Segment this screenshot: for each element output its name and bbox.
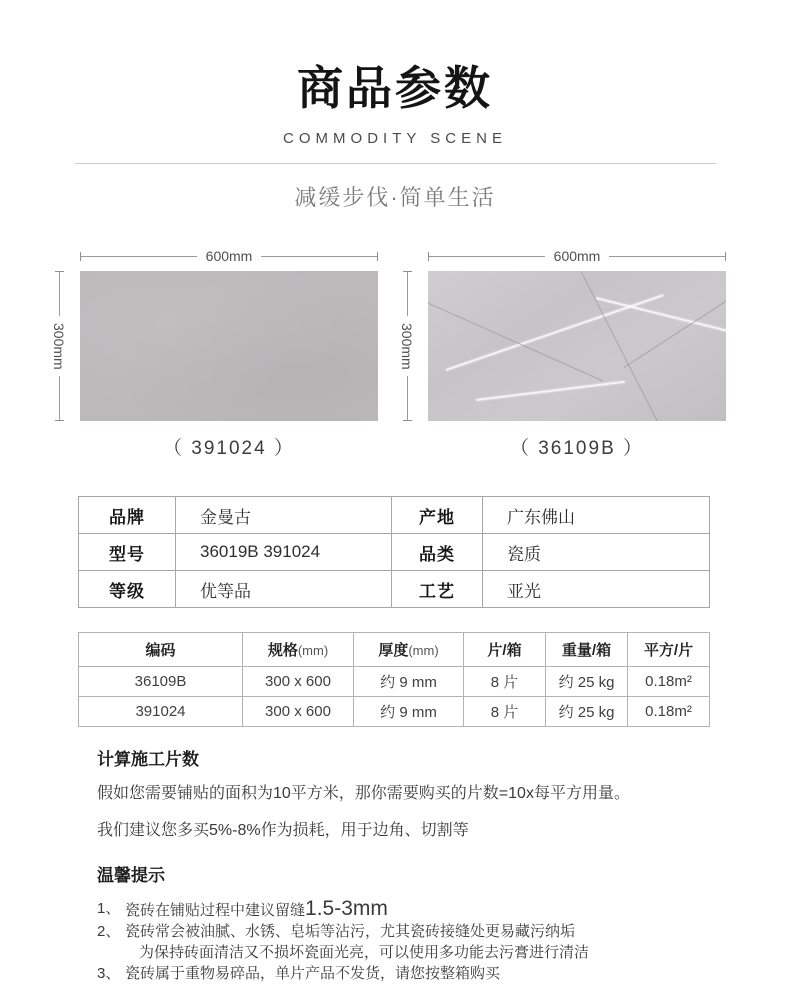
spec-header-pieces-per-box — [464, 633, 546, 667]
height-dimension-label: 300mm — [51, 322, 67, 370]
spec-cell: 391024 — [79, 697, 243, 727]
table-row — [79, 697, 710, 727]
dimension-line — [81, 256, 197, 257]
dimension-tick — [725, 252, 726, 261]
marble-vein — [578, 271, 658, 421]
tip-text-line2: 为保持砖面清洁又不损坏瓷面光亮，可以使用多功能去污膏进行清洁 — [139, 944, 590, 961]
header-text: 规格 — [267, 642, 298, 659]
info-label-model: 型号 — [79, 534, 176, 571]
dimension-tick — [55, 420, 64, 421]
tip-text-normal: 瓷砖在铺贴过程中建议留缝 — [125, 902, 306, 919]
spec-header-thickness — [354, 633, 464, 667]
spec-cell: 300 x 600 — [243, 697, 354, 727]
header-text: 厚度 — [378, 642, 409, 659]
header-unit: (mm) — [408, 643, 439, 658]
page-title: 商品参数 — [297, 62, 493, 114]
info-label-brand: 品牌 — [79, 497, 176, 534]
dimension-line — [261, 256, 377, 257]
list-item — [97, 963, 730, 984]
table-row — [79, 571, 710, 608]
spec-header-size — [243, 633, 354, 667]
dimension-line — [609, 256, 725, 257]
page-header — [0, 0, 790, 212]
info-value-grade: 优等品 — [176, 571, 392, 608]
tip-number: 1、 — [97, 900, 121, 917]
spec-cell: 约 9 mm — [354, 697, 464, 727]
width-dimension-line — [428, 249, 726, 263]
spec-cell: 0.18m² — [628, 697, 710, 727]
dimension-line — [407, 376, 408, 420]
tile-image-plain — [80, 271, 378, 421]
table-row — [79, 534, 710, 571]
tile-caption: （ 391024 ） — [163, 438, 295, 459]
header-text: 平方/片 — [643, 642, 694, 659]
spec-cell: 300 x 600 — [243, 667, 354, 697]
calc-line-1: 假如您需要铺贴的面积为10平方米，那你需要购买的片数=10x每平方用量。 — [97, 785, 630, 802]
header-text: 重量/箱 — [561, 642, 612, 659]
tip-number: 3、 — [97, 965, 121, 982]
info-value-craft: 亚光 — [483, 571, 710, 608]
tile-caption: （ 36109B ） — [509, 438, 645, 459]
tile-figure-36109B — [399, 249, 726, 464]
tile-figure-391024 — [51, 249, 378, 464]
tip-text-line1: 瓷砖常会被油腻、水锈、皂垢等沾污，尤其瓷砖接缝处更易藏污纳垢 — [125, 923, 576, 940]
info-value-brand: 金曼古 — [176, 497, 392, 534]
info-label-category: 品类 — [392, 534, 483, 571]
tip-text — [125, 921, 589, 963]
spec-cell: 8 片 — [464, 667, 546, 697]
table-row — [79, 497, 710, 534]
tip-number: 2、 — [97, 923, 121, 940]
spec-cell: 约 25 kg — [546, 697, 628, 727]
info-label-origin: 产地 — [392, 497, 483, 534]
tips-section-heading: 温馨提示 — [97, 866, 165, 885]
spec-cell: 8 片 — [464, 697, 546, 727]
tile-image-marble — [428, 271, 726, 421]
height-dimension-label: 300mm — [399, 322, 415, 370]
spec-header-area-per-piece — [628, 633, 710, 667]
info-label-craft: 工艺 — [392, 571, 483, 608]
tips-list — [97, 898, 730, 984]
table-row — [79, 667, 710, 697]
info-value-model: 36019B 391024 — [176, 534, 392, 571]
dimension-tick — [403, 420, 412, 421]
width-dimension-line — [80, 249, 378, 263]
tips-section — [0, 864, 790, 984]
tip-text: 瓷砖属于重物易碎品，单片产品不发货，请您按整箱购买 — [125, 965, 501, 982]
width-dimension-label: 600mm — [553, 248, 601, 264]
header-unit: (mm) — [297, 643, 329, 658]
tip-text-highlight: 1.5-3mm — [305, 897, 388, 920]
spec-cell: 36109B — [79, 667, 243, 697]
spec-header-code — [79, 633, 243, 667]
height-dimension-line — [399, 271, 415, 421]
dimension-line — [407, 272, 408, 316]
header-text: 编码 — [145, 642, 176, 659]
calc-line-2: 我们建议您多买5%-8%作为损耗，用于边角、切割等 — [97, 822, 469, 839]
specification-table — [78, 632, 710, 727]
header-divider — [75, 163, 716, 164]
tagline: 减缓步伐·简单生活 — [294, 185, 496, 210]
spec-header-weight-per-box — [546, 633, 628, 667]
header-text: 片/箱 — [487, 642, 522, 659]
info-value-category: 瓷质 — [483, 534, 710, 571]
list-item — [97, 898, 730, 921]
product-info-table — [78, 496, 710, 608]
dimension-tick — [377, 252, 378, 261]
calc-section — [0, 748, 790, 846]
dimension-line — [59, 376, 60, 420]
tip-text — [125, 898, 388, 921]
dimension-line — [429, 256, 545, 257]
calc-section-heading: 计算施工片数 — [97, 750, 199, 769]
marble-vein — [428, 299, 603, 381]
spec-cell: 0.18m² — [628, 667, 710, 697]
spec-cell: 约 25 kg — [546, 667, 628, 697]
marble-vein — [596, 297, 726, 335]
spec-cell: 约 9 mm — [354, 667, 464, 697]
dimension-line — [59, 272, 60, 316]
page-subtitle: COMMODITY SCENE — [283, 130, 507, 147]
list-item — [97, 921, 730, 963]
width-dimension-label: 600mm — [205, 248, 253, 264]
info-value-origin: 广东佛山 — [483, 497, 710, 534]
info-label-grade: 等级 — [79, 571, 176, 608]
height-dimension-line — [51, 271, 67, 421]
tile-samples-row — [0, 249, 790, 464]
marble-vein — [476, 381, 625, 401]
table-header-row — [79, 633, 710, 667]
